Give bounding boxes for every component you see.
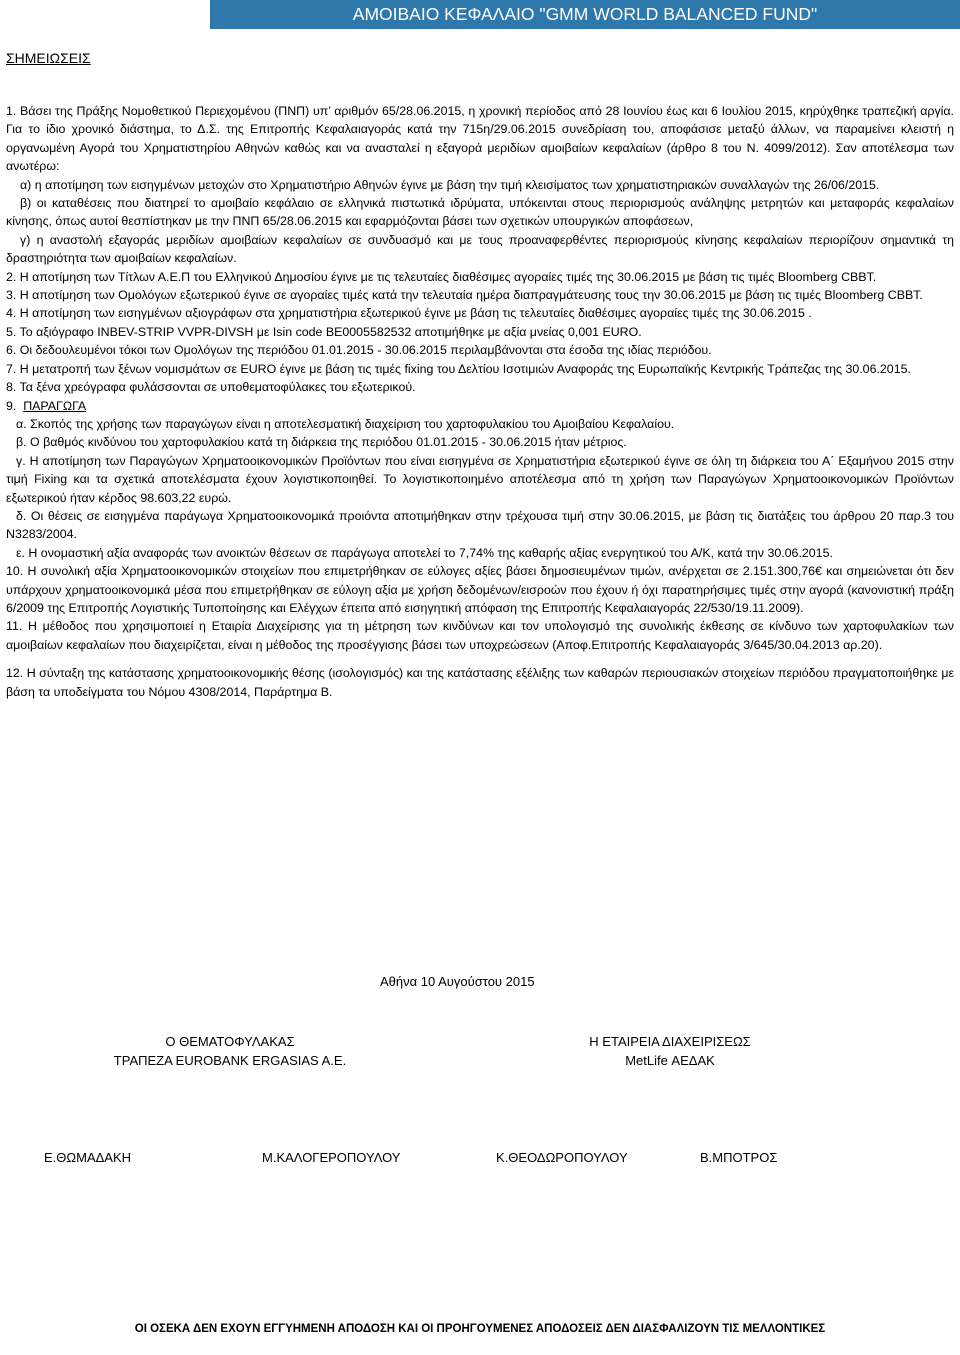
note-9b: β. Ο βαθμός κινδύνου του χαρτοφυλακίου κατά τη διάρκεια της περιόδου 01.01.2015 - 30.06.2015 ήταν μέτριος.: [16, 435, 627, 450]
custodian-name: ΤΡΑΠΕΖΑ EUROBANK ERGASIAS A.E.: [113, 1053, 347, 1068]
note-9d: δ. Οι θέσεις σε εισηγμένα παράγωγα Χρηματοοικονομικά προιόντα αποτιμήθηκαν στην τρέχουσα τιμή στην 30.06.2015, με βάση τις διατάξεις του άρθρου 20 παρ.3 του Ν3283/2004.: [6, 508, 954, 542]
notes-heading: ΣΗΜΕΙΩΣΕΙΣ: [6, 50, 91, 66]
signing-date: Αθήνα 10 Αυγούστου 2015: [380, 974, 535, 989]
note-9-number: 9.: [6, 398, 24, 413]
note-12: 12. Η σύνταξη της κατάστασης χρηματοοικονομικής θέσης (ισολογισμός) και της κατάστασης εξέλιξης των καθαρών περιουσιακών στοιχείων περιόδου πραγματοποιήθηκε με βάση τα υποδείγματα του Νόμου 4308/2014, Παράρτημα Β.: [6, 666, 954, 699]
note-2: 2. Η αποτίμηση των Τίτλων Α.Ε.Π του Ελληνικού Δημοσίου έγινε με τις τελευταίες διαθέσιμες αγοραίες τιμές της 30.06.2015 με βάση τις τιμές Bloomberg CBBT.: [6, 269, 877, 284]
note-9a: α. Σκοπός της χρήσης των παραγώγων είναι η αποτελεσματική διαχείριση του χαρτοφυλακίου του Αμοιβαίου Κεφαλαίου.: [16, 416, 675, 431]
note-4: 4. Η αποτίμηση των εισηγμένων αξιογράφων στα χρηματιστήρια εξωτερικού έγινε με βάση τις τελευταίες διαθέσιμες αγοραίες τιμές της 30.06.2015 .: [6, 306, 812, 321]
manager-role: Η ΕΤΑΙΡΕΙΑ ΔΙΑΧΕΙΡΙΣΕΩΣ: [589, 1034, 751, 1049]
note-9-title: ΠΑΡΑΓΩΓΑ: [23, 398, 87, 413]
note-1a: α) η αποτίμηση των εισηγμένων μετοχών στο Χρηματιστήριο Αθηνών έγινε με βάση την τιμή κλεισίματος των χρηματιστηριακών συναλλαγών της 26/06/2015.: [20, 177, 880, 192]
note-7: 7. Η μετατροπή των ξένων νομισμάτων σε EURO έγινε με βάση τις τιμές fixing του Δελτίου Ισοτιμιών Αναφοράς της Ευρωπαϊκής Κεντρικής Τράπεζας της 30.06.2015.: [6, 361, 911, 376]
disclaimer-footer: ΟΙ ΟΣΕΚΑ ΔΕΝ ΕΧΟΥΝ ΕΓΓΥΗΜΕΝΗ ΑΠΟΔΟΣΗ ΚΑΙ ΟΙ ΠΡΟΗΓΟΥΜΕΝΕΣ ΑΠΟΔΟΣΕΙΣ ΔΕΝ ΔΙΑΣΦΑΛΙΖΟΥΝ ΤΙΣ ΜΕΛΛΟΝΤΙΚΕΣ: [134, 1323, 826, 1335]
signatory-name: Β.ΜΠΟΤΡΟΣ: [700, 1150, 778, 1165]
notes-body: [6, 102, 954, 701]
note-8: 8. Τα ξένα χρεόγραφα φυλάσσονται σε υποθεματοφύλακες του εξωτερικού.: [6, 380, 416, 395]
signatory-name: Κ.ΘΕΟΔΩΡΟΠΟΥΛΟΥ: [496, 1150, 628, 1165]
note-1b: β) οι καταθέσεις που διατηρεί το αμοιβαίο κεφάλαιο σε ελληνικά πιστωτικά ιδρύματα, υπόκεινται στους περιορισμούς ανάληψης μετρητών και μεταφοράς κεφαλαίων κίνησης, όπως αυτοί θεσπίστηκαν με την ΠΝΠ 65/28.06.2015 και εφαρμόζονται βάσει των σχετικών υπουργικών αποφάσεων,: [6, 196, 954, 229]
manager-name: MetLife ΑΕΔΑΚ: [625, 1053, 715, 1068]
signatory-name: Μ.ΚΑΛΟΓΕΡΟΠΟΥΛΟΥ: [262, 1150, 401, 1165]
note-9: [6, 397, 954, 415]
note-6: 6. Οι δεδουλευμένοι τόκοι των Ομολόγων της περιόδου 01.01.2015 - 30.06.2015 περιλαμβάνονται στα έσοδα της ιδίας περιόδου.: [6, 343, 712, 358]
note-9g: γ. Η αποτίμηση των Παραγώγων Χρηματοοικονομικών Προϊόντων που είναι εισηγμένα σε Χρηματιστήρια εξωτερικού έγινε σε όλη τη διάρκεια του Α΄ Εξαμήνου 2015 στην τιμή Fixing και τα σχετικά αποτελέσματα έχουν λογιστικοποιηθεί. Το λογιστικοποιημένο αποτέλεσμα από τη χρήση των Παραγώγων Χρηματοοικονομικών Προϊόντων εξωτερικού ήταν κέρδος 98.603,22 ευρώ.: [6, 453, 954, 505]
signatory-name: Ε.ΘΩΜΑΔΑΚΗ: [44, 1150, 132, 1165]
note-9e: ε. Η ονομαστική αξία αναφοράς των ανοικτών θέσεων σε παράγωγα αποτελεί το 7,74% της καθαρής αξίας ενεργητικού του Α/Κ, κατά την 30.06.2015.: [16, 545, 833, 560]
note-1c: γ) η αναστολή εξαγοράς μεριδίων αμοιβαίων κεφαλαίων σε συνδυασμό και με τους προαναφερθέντες περιορισμούς κίνησης κεφαλαίων περιορίζουν σημαντικά τη δραστηριότητα των αμοιβαίων κεφαλαίων.: [6, 232, 954, 266]
custodian-signature-block: [60, 1032, 400, 1070]
fund-title-banner: ΑΜΟΙΒΑΙΟ ΚΕΦΑΛΑΙΟ "GMM WORLD BALANCED FUND": [210, 0, 960, 29]
note-1: 1. Βάσει της Πράξης Νομοθετικού Περιεχομένου (ΠΝΠ) υπ’ αριθμόν 65/28.06.2015, η χρονική περίοδος από 28 Ιουνίου έως και 6 Ιουλίου 2015, κηρύχθηκε τραπεζική αργία. Για το ίδιο χρονικό διάστημα, το Δ.Σ. της Επιτροπής Κεφαλαιαγοράς κατά την 715η/29.06.2015 συνεδρίαση του, αποφάσισε μεταξύ άλλων, να παραμείνει κλειστή η οργανωμένη Αγορά του Χρηματιστηρίου Αθηνών καθώς και να ανασταλεί η εξαγορά μεριδίων αμοιβαίων κεφαλαίων (άρθρο 8 του Ν. 4099/2012). Σαν αποτέλεσμα των ανωτέρω:: [6, 104, 954, 174]
note-3: 3. Η αποτίμηση των Ομολόγων εξωτερικού έγινε σε αγοραίες τιμές κατά την τελευταία ημέρα διαπραγμάτευσης τους την 30.06.2015 με βάση τις τιμές Bloomberg CBBT.: [6, 288, 923, 303]
custodian-role: Ο ΘΕΜΑΤΟΦΥΛΑΚΑΣ: [165, 1034, 295, 1049]
manager-signature-block: [520, 1032, 820, 1070]
note-11: 11. Η μέθοδος που χρησιμοποιεί η Εταιρία Διαχείρισης για τη μέτρηση των κινδύνων και τον υπολογισμό της συνολικής έκθεσης σε κίνδυνο των χαρτοφυλακίων των αμοιβαίων κεφαλαίων που διαχειρίζεται, είναι η μέθοδος της προσέγγισης βάσει των υποχρεώσεων (Αποφ.Επιτροπής Κεφαλαιαγοράς 3/645/30.04.2013 αρ.20).: [6, 619, 954, 652]
note-10: 10. Η συνολική αξία Χρηματοοικονομικών στοιχείων που επιμετρήθηκαν σε εύλογες αξίες βάσει δημοσιευμένων τιμών, ανέρχεται σε 2.151.300,76€ και σημειώνεται ότι δεν υπάρχουν χρηματοοικονομικά μέσα που επιμετρήθηκαν σε εύλογη αξία με χρήση δεδομένων/εισροών που έχουν ή όχι παρατηρήσιμες τιμές στην αγορά (κανονιστική πράξη 6/2009 της Επιτροπής Λογιστικής Τυποποίησης και Ελέγχων έπειτα από εισηγητική απόφαση της Επιτροπής Κεφαλαιαγοράς 22/530/19.11.2009).: [6, 564, 954, 615]
note-5: 5. Το αξιόγραφο INBEV-STRIP VVPR-DIVSH με Isin code BE0005582532 αποτιμήθηκε με αξία μνείας 0,001 EURO.: [6, 324, 642, 339]
